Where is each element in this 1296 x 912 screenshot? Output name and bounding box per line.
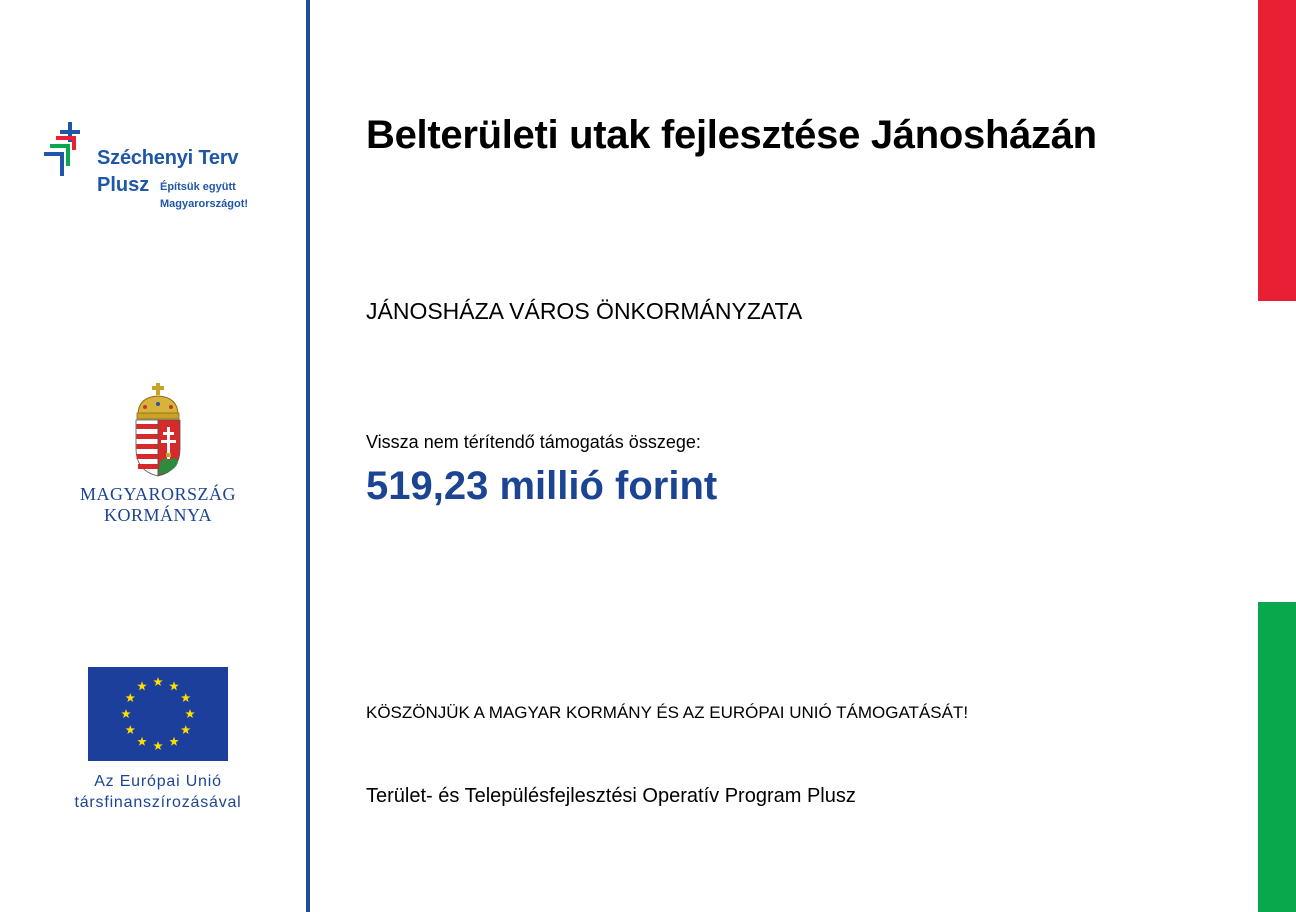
eu-line-1: Az Európai Unió xyxy=(94,773,222,790)
eu-star-icon xyxy=(126,693,136,702)
eu-line-2: társfinanszírozásával xyxy=(74,794,242,811)
flag-stripe-green xyxy=(1258,602,1296,912)
eu-stars xyxy=(88,667,228,761)
szechenyi-slogan-1: Építsük együtt xyxy=(160,181,236,193)
szechenyi-plusz: Plusz xyxy=(97,174,150,196)
eu-star-icon xyxy=(137,681,147,690)
eu-flag-icon xyxy=(88,667,228,761)
eu-logo-text xyxy=(40,771,276,813)
flag-stripe-red xyxy=(1258,0,1296,301)
eu-star-icon xyxy=(126,725,136,734)
szechenyi-terv-logo xyxy=(40,120,290,220)
grant-amount-label: Vissza nem térítendő támogatás összege: xyxy=(366,432,701,452)
eu-star-icon xyxy=(181,725,191,734)
eu-star-icon xyxy=(169,737,179,746)
government-line-2: KORMÁNYA xyxy=(103,505,212,525)
eu-star-icon xyxy=(153,741,163,750)
eu-star-icon xyxy=(181,693,191,702)
eu-star-icon xyxy=(121,709,131,718)
government-line-1: MAGYARORSZÁG xyxy=(79,484,237,504)
szechenyi-slogan-2: Magyarországot! xyxy=(160,198,249,210)
thanks-message: KÖSZÖNJÜK A MAGYAR KORMÁNY ÉS AZ EURÓPAI UNIÓ TÁMOGATÁSÁT! xyxy=(366,703,969,722)
eu-star-icon xyxy=(169,681,179,690)
eu-star-icon xyxy=(137,737,147,746)
coat-of-arms-icon xyxy=(133,383,183,479)
szechenyi-cross-icon xyxy=(40,120,100,180)
szechenyi-title: Széchenyi Terv xyxy=(97,147,239,169)
vertical-divider xyxy=(306,0,310,912)
grant-amount: 519,23 millió forint xyxy=(366,464,718,508)
eu-star-icon xyxy=(153,677,163,686)
beneficiary-name: JÁNOSHÁZA VÁROS ÖNKORMÁNYZATA xyxy=(366,298,803,324)
government-logo-text xyxy=(60,484,256,526)
program-name: Terület- és Településfejlesztési Operatív Program Plusz xyxy=(366,785,856,807)
eu-star-icon xyxy=(185,709,195,718)
project-title: Belterületi utak fejlesztése Jánosházán xyxy=(366,113,1097,157)
